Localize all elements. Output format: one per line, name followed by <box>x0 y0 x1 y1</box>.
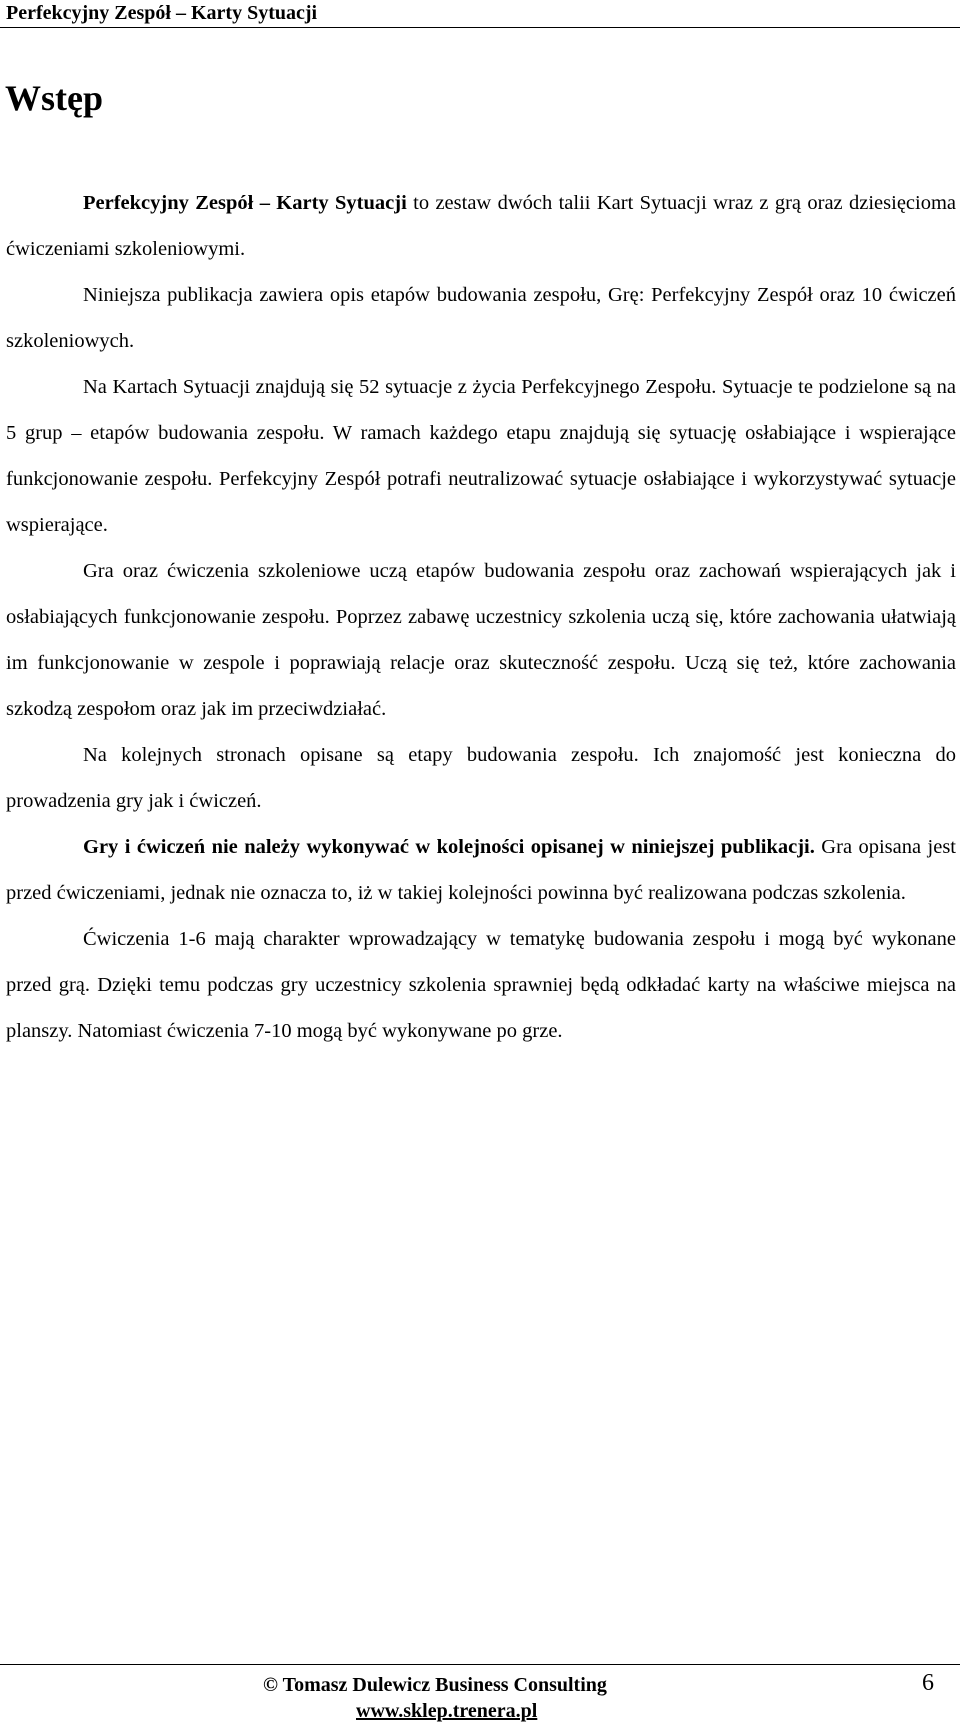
paragraph-order-note-bold: Gry i ćwiczeń nie należy wykonywać w kolejności opisanej w niniejszej publikacji. <box>83 836 815 858</box>
paragraph-order-note-rest: Gra opisana jest przed ćwiczeniami, jednak nie oznacza to, iż w takiej kolejności powinna być realizowana podczas szkolenia. <box>6 836 956 904</box>
header-divider <box>0 27 960 28</box>
paragraph-cards: Na Kartach Sytuacji znajdują się 52 sytuacje z życia Perfekcyjnego Zespołu. Sytuacje te podzielone są na 5 grup – etapów budowania zespołu. W ramach każdego etapu znajdują się sytuację osłabiające i wspierające funkcjonowanie zespołu. Perfekcyjny Zespół potrafi neutralizować sytuacje osłabiające i wykorzystywać sytuacje wspierające. <box>6 376 956 536</box>
paragraph-game-exercises: Gra oraz ćwiczenia szkoleniowe uczą etapów budowania zespołu oraz zachowań wspierających jak i osłabiających funkcjonowanie zespołu. Poprzez zabawę uczestnicy szkolenia uczą się, które zachowania ułatwiają im funkcjonowanie w zespole i poprawiają relacje oraz skuteczność zespołu. Uczą się też, które zachowania szkodzą zespołom oraz jak im przeciwdziałać. <box>6 560 956 720</box>
paragraph-exercises-order: Ćwiczenia 1-6 mają charakter wprowadzający w tematykę budowania zespołu i mogą być wykonane przed grą. Dzięki temu podczas gry uczestnicy szkolenia sprawniej będą odkładać karty na właściwe miejsca na planszy. Natomiast ćwiczenia 7-10 mogą być wykonywane po grze. <box>6 928 956 1042</box>
paragraph-publication: Niniejsza publikacja zawiera opis etapów budowania zespołu, Grę: Perfekcyjny Zespół oraz 10 ćwiczeń szkoleniowych. <box>6 284 956 352</box>
running-header <box>0 0 960 30</box>
header-title: Perfekcyjny Zespół – Karty Sytuacji <box>6 2 318 24</box>
body-text <box>6 180 956 1054</box>
paragraph-intro-rest: to zestaw dwóch talii Kart Sytuacji wraz z grą oraz dziesięcioma ćwiczeniami szkoleniowymi. <box>6 192 957 260</box>
paragraph-next-pages: Na kolejnych stronach opisane są etapy budowania zespołu. Ich znajomość jest konieczna do prowadzenia gry jak i ćwiczeń. <box>6 744 956 812</box>
paragraph-order-note <box>6 824 956 916</box>
footer-divider <box>0 1664 960 1665</box>
page-number: 6 <box>922 1670 934 1696</box>
footer-website-link[interactable]: www.sklep.trenera.pl <box>356 1700 538 1722</box>
footer-company: © Tomasz Dulewicz Business Consulting <box>263 1674 607 1696</box>
paragraph-intro <box>6 180 956 272</box>
paragraph-intro-bold: Perfekcyjny Zespół – Karty Sytuacji <box>83 192 407 214</box>
section-heading: Wstęp <box>5 78 103 118</box>
